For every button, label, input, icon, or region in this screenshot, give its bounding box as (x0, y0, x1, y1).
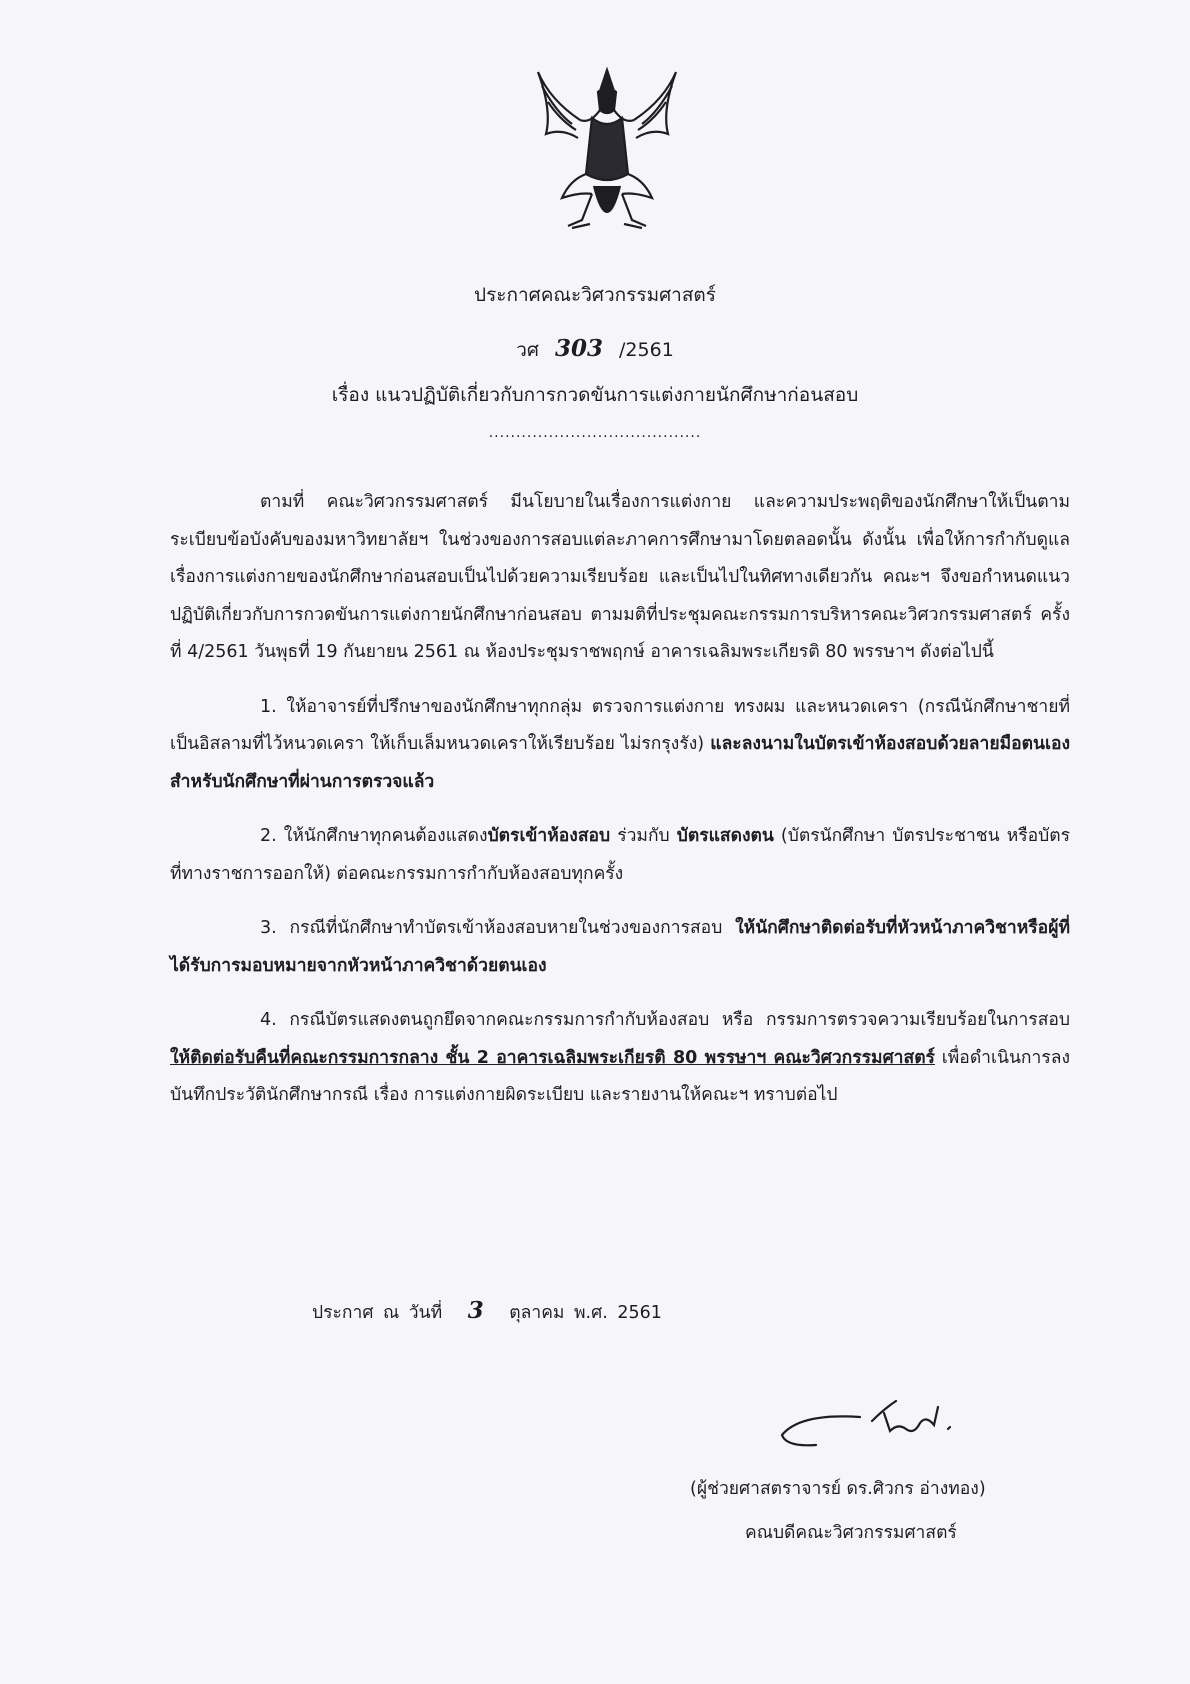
signatory-name: (ผู้ช่วยศาสตราจารย์ ดร.ศิวกร อ่างทอง) (690, 1479, 986, 1499)
item-1 (170, 689, 1070, 802)
item-2-text-c: ร่วมกับ (610, 826, 677, 846)
signatory-position: คณบดีคณะวิศวกรรมศาสตร์ (745, 1523, 957, 1543)
item-4-text-a: 4. กรณีบัตรแสดงตนถูกยึดจากคณะกรรมการกำกับห้องสอบ หรือ กรรมการตรวจความเรียบร้อยในการสอบ (260, 1010, 1070, 1030)
garuda-emblem-icon (532, 62, 682, 242)
item-1-emphasis: และลงนามในบัตรเข้าห้องสอบด้วยลายมือตนเอง สำหรับนักศึกษาที่ผ่านการตรวจแล้ว (170, 734, 1070, 792)
item-2-text-e: (บัตรนักศึกษา บัตรประชาชน หรือบัตรที่ทางราชการออกให้) ต่อคณะกรรมการกำกับห้องสอบทุกครั้ง (170, 826, 1071, 884)
date-month-year: ตุลาคม พ.ศ. 2561 (509, 1303, 662, 1323)
item-1-text: 1. ให้อาจารย์ที่ปรึกษาของนักศึกษาทุกกลุ่ม ตรวจการแต่งกาย ทรงผม และหนวดเครา (กรณีนักศึกษาชายที่เป็นอิสลามที่ไว้หนวดเครา ให้เก็บเล็มหนวดเคราให้เรียบร้อย ไม่รกรุงรัง) (170, 696, 1070, 754)
item-2 (170, 818, 1070, 893)
signature-icon (780, 1395, 1020, 1465)
item-4 (170, 1002, 1070, 1115)
intro-paragraph: ตามที่ คณะวิศวกรรมศาสตร์ มีนโยบายในเรื่องการแต่งกาย และความประพฤติของนักศึกษาให้เป็นตามระเบียบข้อบังคับของมหาวิทยาลัยฯ ในช่วงของการสอบแต่ละภาคการศึกษามาโดยตลอดนั้น ดังนั้น เพื่อให้การกำกับดูแลเรื่องการแต่งกายของนักศึกษาก่อนสอบเป็นไปด้วยความเรียบร้อย และเป็นไปในทิศทางเดียวกัน คณะฯ จึงขอกำหนดแนวปฏิบัติเกี่ยวกับการกวดขันการแต่งกายนักศึกษาก่อนสอบ ตามมติที่ประชุมคณะกรรมการบริหารคณะวิศวกรรมศาสตร์ ครั้งที่ 4/2561 วันพุธที่ 19 กันยายน 2561 ณ ห้องประชุมราชพฤกษ์ อาคารเฉลิมพระเกียรติ 80 พรรษาฯ ดังต่อไปนี้ (170, 492, 1070, 662)
item-4-emphasis: ให้ติดต่อรับคืนที่คณะกรรมการกลาง ชั้น 2 อาคารเฉลิมพระเกียรติ 80 พรรษาฯ คณะวิศวกรรมศาสตร์ (170, 1047, 935, 1068)
date-prefix: ประกาศ ณ วันที่ (312, 1303, 443, 1323)
document-body (170, 484, 1070, 1132)
item-3-emphasis: ให้นักศึกษาติดต่อรับที่หัวหน้าภาควิชาหรือผู้ที่ได้รับการมอบหมายจากหัวหน้าภาควิชาด้วยตนเอง (170, 918, 1070, 976)
doc-year: /2561 (619, 339, 674, 361)
subject-line: เรื่อง แนวปฏิบัติเกี่ยวกับการกวดขันการแต่งกายนักศึกษาก่อนสอบ (331, 384, 859, 406)
date-day-handwritten: 3 (467, 1297, 484, 1324)
announcement-title: ประกาศคณะวิศวกรรมศาสตร์ (474, 284, 716, 306)
item-4-text-c: เพื่อดำเนินการลงบันทึกประวัตินักศึกษากรณี เรื่อง การแต่งกายผิดระเบียบ และรายงานให้คณะฯ ทราบต่อไป (170, 1047, 1071, 1105)
doc-prefix: วศ (516, 339, 539, 361)
item-3 (170, 910, 1070, 985)
doc-number-handwritten: 303 (554, 335, 603, 362)
announcement-date (312, 1297, 662, 1326)
item-2-exam-card: บัตรเข้าห้องสอบ (487, 826, 611, 846)
divider-dots: ....................................... (488, 425, 702, 441)
item-3-text: 3. กรณีที่นักศึกษาทำบัตรเข้าห้องสอบหายในช่วงของการสอบ (260, 918, 736, 938)
item-2-id-card: บัตรแสดงตน (676, 826, 774, 846)
document-number (0, 335, 1190, 365)
item-2-text-a: 2. ให้นักศึกษาทุกคนต้องแสดง (260, 826, 488, 846)
